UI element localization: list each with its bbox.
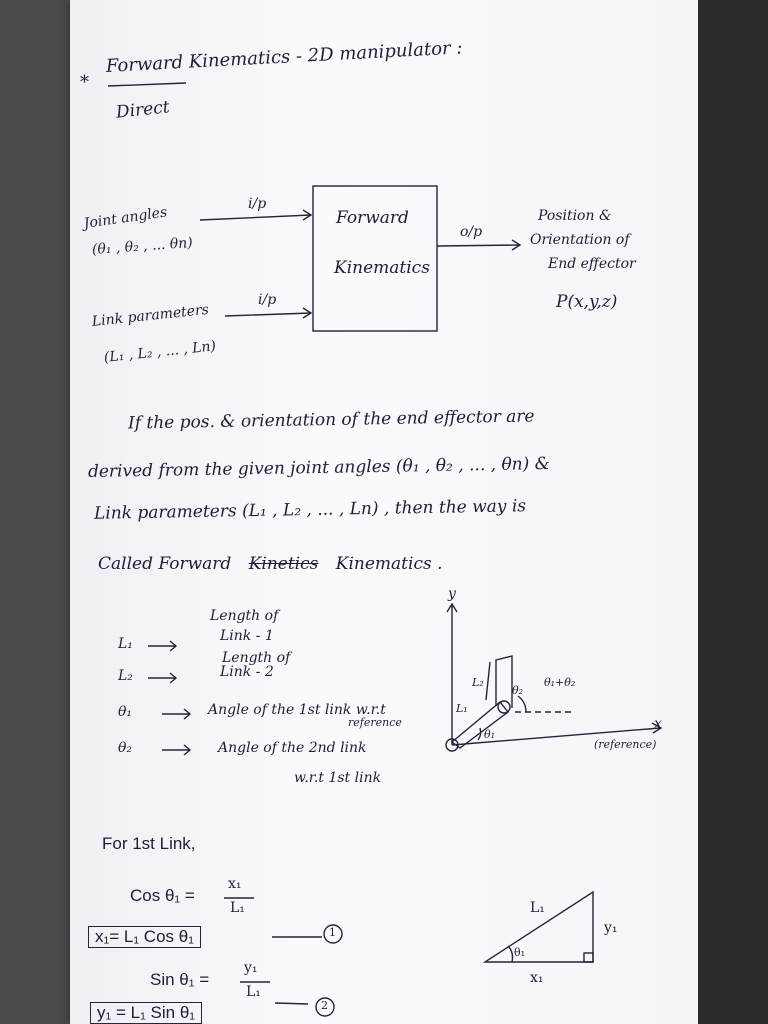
cos-lhs: Cos θ₁ = xyxy=(130,886,195,905)
def-desc1-3: Angle of the 1st link w.r.t xyxy=(208,702,386,718)
fig-theta1-label: θ₁ xyxy=(484,728,496,741)
equation-1-box: x₁= L₁ Cos θ₁ xyxy=(88,926,201,948)
output-line3: End effector xyxy=(548,256,636,272)
fig-theta12-label: θ₁+θ₂ xyxy=(544,676,576,689)
fig-l2-label: L₂ xyxy=(472,676,484,689)
input1-arrow xyxy=(200,215,311,220)
sin-lhs: Sin θ₁ = xyxy=(150,970,210,989)
input2-vars: (L₁ , L₂ , ... , Ln) xyxy=(103,338,217,366)
fig-reference-label: (reference) xyxy=(594,738,657,751)
title-subtitle: Direct xyxy=(115,97,171,123)
op-label: o/p xyxy=(460,224,483,240)
sin-denominator: L₁ xyxy=(246,984,261,1000)
triangle-hyp-label: L₁ xyxy=(530,900,545,916)
para-struck-word: Kinetics xyxy=(248,554,319,574)
triangle-adj-label: x₁ xyxy=(530,970,544,986)
output-line2: Orientation of xyxy=(530,232,630,248)
para-line2: derived from the given joint angles (θ₁ , θ₂ , ... , θn) & xyxy=(87,453,551,483)
para-line3: Link parameters (L₁ , L₂ , ... , Ln) , then the way is xyxy=(93,496,527,524)
input2-arrow xyxy=(225,313,311,316)
def-desc1-4: Angle of the 2nd link xyxy=(218,740,367,756)
eq2-leader xyxy=(275,1003,308,1004)
para-line4 xyxy=(98,554,443,574)
cos-denominator: L₁ xyxy=(230,900,245,916)
title-star: * xyxy=(80,72,89,93)
output-arrow xyxy=(437,245,520,246)
page-title: Forward Kinematics - 2D manipulator : xyxy=(105,37,463,77)
cos-numerator: x₁ xyxy=(228,876,242,892)
box-label-line2: Kinematics xyxy=(334,258,430,278)
input2-label: Link parameters xyxy=(91,301,210,330)
derivation-heading: For 1st Link, xyxy=(102,834,196,853)
para-line4-a: Called Forward xyxy=(98,554,232,574)
triangle-angle-label: θ₁ xyxy=(514,946,526,959)
def-sym-2: L₂ xyxy=(118,668,133,684)
title-underline xyxy=(108,83,186,86)
equation-1-number: 1 xyxy=(329,926,336,939)
ip-label-2: i/p xyxy=(258,292,277,308)
sin-numerator: y₁ xyxy=(244,960,258,976)
equation-2-box: y₁ = L₁ Sin θ₁ xyxy=(90,1002,202,1024)
def-desc2-4: w.r.t 1st link xyxy=(294,770,382,786)
fig-x-axis-label: x xyxy=(654,716,662,732)
output-line1: Position & xyxy=(538,208,612,224)
output-formula: P(x,y,z) xyxy=(556,292,618,312)
def-desc2-1: Link - 1 xyxy=(220,628,274,644)
def-desc1-2: Length of xyxy=(222,650,291,666)
equation-2-number: 2 xyxy=(321,999,328,1012)
def-sym-3: θ₁ xyxy=(118,704,133,720)
def-desc2-3: reference xyxy=(348,716,402,729)
fig-theta2-label: θ₂ xyxy=(512,684,524,697)
ip-label-1: i/p xyxy=(248,196,267,212)
para-line1: If the pos. & orientation of the end effector are xyxy=(127,406,535,434)
def-sym-4: θ₂ xyxy=(118,740,133,756)
triangle-opp-label: y₁ xyxy=(604,920,618,936)
input1-label: Joint angles xyxy=(82,204,169,232)
def-sym-1: L₁ xyxy=(118,636,133,652)
box-label-line1: Forward xyxy=(336,208,409,228)
link2-drawing xyxy=(496,656,512,708)
def-desc2-2: Link - 2 xyxy=(220,664,274,680)
def-desc1-1: Length of xyxy=(210,608,279,624)
fig-l1-label: L₁ xyxy=(456,702,468,715)
fig-y-axis-label: y xyxy=(448,586,456,602)
input1-vars: (θ₁ , θ₂ , ... θn) xyxy=(91,234,194,258)
para-line4-b: Kinematics . xyxy=(335,554,443,574)
